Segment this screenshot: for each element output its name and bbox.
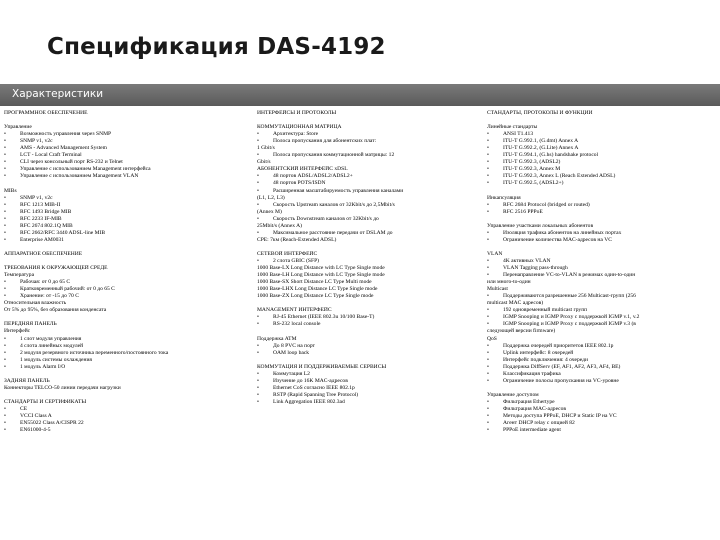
spec-line: Gbit/s bbox=[257, 159, 271, 166]
bullet-item: • 4K активных VLAN bbox=[487, 258, 717, 265]
spec-line: 25Mbit/s (Annex A) bbox=[257, 222, 302, 229]
bullet-item: • 4 слота линейных модулей bbox=[4, 343, 274, 350]
bullet-item: • ITU-T G.994.1, (G.hs) handshake protocol bbox=[487, 152, 717, 159]
bullet-item: • Классификация трафика bbox=[487, 371, 717, 378]
bullet-item: • SNMP v1, v2c bbox=[4, 195, 274, 202]
spacer bbox=[4, 180, 274, 187]
section-header-bar bbox=[0, 84, 720, 106]
bullet-item: • Управление с использованием Management интерфейса bbox=[4, 166, 274, 173]
bullet-item: • SNMP v1, v2c bbox=[4, 138, 274, 145]
bullet-item: • EN61000-4-5 bbox=[4, 427, 274, 434]
spec-line: ИНТЕРФЕЙСЫ И ПРОТОКОЛЫ bbox=[257, 110, 337, 116]
spec-line: VLAN bbox=[487, 250, 503, 257]
bullet-item: • ITU-T G.992.1, (G.dmt) Annex A bbox=[487, 138, 717, 145]
bullet-item: • Возможность управления через SNMP bbox=[4, 131, 274, 138]
bullet-item: • Ограничение количества MAC-адресов на VC bbox=[487, 237, 717, 244]
bullet-item: • VCCI Class A bbox=[4, 413, 274, 420]
bullet-item: • Изоляция трафика абонентов на линейных портах bbox=[487, 230, 717, 237]
bullet-item: • RFC 1493 Bridge MIB bbox=[4, 209, 274, 216]
bullet-item: • LCT - Local Craft Terminal bbox=[4, 152, 274, 159]
spec-line: ПЕРЕДНЯЯ ПАНЕЛЬ bbox=[4, 321, 57, 328]
bullet-item: • Управление с использованием Management VLAN bbox=[4, 173, 274, 180]
spec-line: 1000 Base-LHX Long Distance LC Type Single mode bbox=[257, 286, 378, 293]
bullet-item: • Ethernet CoS согласно IEEE 802.1p bbox=[257, 385, 489, 392]
spec-line: QoS bbox=[487, 335, 497, 342]
spec-line: СТАНДАРТЫ, ПРОТОКОЛЫ И ФУНКЦИИ bbox=[487, 110, 593, 116]
spacer bbox=[4, 244, 274, 251]
bullet-item: • Ограничение полосы пропускания на VC-уровне bbox=[487, 378, 717, 385]
spec-line: КОММУТАЦИЯ И ПОДДЕРЖИВАЕМЫЕ СЕРВИСЫ bbox=[257, 363, 387, 370]
spec-line: Интерфейс bbox=[4, 328, 31, 335]
bullet-item: • ITU-T G.992.2, (G.Lite) Annex A bbox=[487, 145, 717, 152]
spec-line: 1000 Base-LH Long Distance with LC Type Single mode bbox=[257, 272, 385, 279]
spec-line: ТРЕБОВАНИЯ К ОКРУЖАЮЩЕЙ СРЕДЕ bbox=[4, 265, 108, 272]
bullet-item: • Коммутация L2 bbox=[257, 371, 489, 378]
bullet-item: • RFC 2684 Protocol (bridged or routed) bbox=[487, 202, 717, 209]
bullet-item: • AMS - Advanced Management System bbox=[4, 145, 274, 152]
page-title: Спецификация DAS-4192 bbox=[47, 34, 386, 60]
spacer bbox=[487, 385, 717, 392]
bullet-item: • Хранение: от -15 до 70 С bbox=[4, 293, 274, 300]
bullet-item: • RSTP (Rapid Spanning Tree Protocol) bbox=[257, 392, 489, 399]
bullet-item: • RFC 1213 MIB-II bbox=[4, 202, 274, 209]
bullet-item: • Enterprise AM0031 bbox=[4, 237, 274, 244]
bullet-item: • 1 модуль системы охлаждения bbox=[4, 357, 274, 364]
spacer bbox=[257, 117, 489, 124]
spec-line: Относительная влажность bbox=[4, 300, 67, 307]
bullet-item: • Перенаправление VC-to-VLAN в режимах один-to-один bbox=[487, 272, 717, 279]
spec-line: ПРОГРАММНОЕ ОБЕСПЕЧЕНИЕ bbox=[4, 110, 88, 116]
spec-line: CPE: 7км (Reach-Extended ADSL) bbox=[257, 236, 337, 243]
bullet-item: • Рабочая: от 0 до 65 С bbox=[4, 279, 274, 286]
spec-line: следующей версии firmware) bbox=[487, 328, 556, 335]
spec-line: АППАРАТНОЕ ОБЕСПЕЧЕНИЕ bbox=[4, 250, 83, 257]
bullet-item: • До 8 PVC на порт bbox=[257, 343, 489, 350]
bullet-item: • ITU-T G.992.3, Annex L (Reach Extended ADSL) bbox=[487, 173, 717, 180]
spacer bbox=[4, 371, 274, 378]
bullet-item: • 48 портов POTS/ISDN bbox=[257, 180, 489, 187]
bullet-item: • ANSI T1.413 bbox=[487, 131, 717, 138]
bullet-item: • EN55022 Class A/CISPR 22 bbox=[4, 420, 274, 427]
bullet-item: • ITU-T G.992.5, (ADSL2+) bbox=[487, 180, 717, 187]
spec-line: Multicast bbox=[487, 286, 508, 293]
bullet-item: • RFC 2674 802.1Q MIB bbox=[4, 223, 274, 230]
bullet-item: • RS-232 local console bbox=[257, 321, 489, 328]
spec-line: Коннекторы TELCO-50 линии передачи нагрузки bbox=[4, 384, 121, 391]
bullet-item: • Методы доступа PPPoE, DHCP и Static IP на VC bbox=[487, 413, 717, 420]
bullet-item: • Агент DHCP relay с опцией 82 bbox=[487, 420, 717, 427]
bullet-item: • VLAN Tagging pass-through bbox=[487, 265, 717, 272]
spec-line: ЗАДНЯЯ ПАНЕЛЬ bbox=[4, 377, 50, 384]
spec-line: 1000 Base-ZX Long Distance LC Type Single mode bbox=[257, 293, 374, 300]
bullet-item: • Поддерживаются разрешенные 256 Multicast-групп (256 bbox=[487, 293, 717, 300]
spec-column-standards-functions bbox=[487, 110, 717, 434]
bullet-item: • Расширенная масштабируемость управления каналами bbox=[257, 188, 489, 195]
spec-line: Температура bbox=[4, 272, 35, 279]
spec-line: СЕТЕВОЙ ИНТЕРФЕЙС bbox=[257, 250, 318, 257]
spec-line: 1000 Base-LX Long Distance with LC Type Single mode bbox=[257, 265, 385, 272]
spec-line: или много-to-один bbox=[487, 279, 531, 286]
bullet-item: • Поддержка DiffServ (EF, AF1, AF2, AF3, AF4, BE) bbox=[487, 364, 717, 371]
bullet-item: • 2 слота GBIC (SFP) bbox=[257, 258, 489, 265]
bullet-item: • OAM loop back bbox=[257, 350, 489, 357]
bullet-item: • 48 портов ADSL/ADSL2/ADSL2+ bbox=[257, 173, 489, 180]
bullet-item: • Полоса пропускания для абонентских плат: bbox=[257, 138, 489, 145]
bullet-item: • RFC 2662/RFC 3440 ADSL-line MIB bbox=[4, 230, 274, 237]
bullet-item: • CLI через консольный порт RS-232 и Telnet bbox=[4, 159, 274, 166]
spec-line: Управление доступом bbox=[487, 391, 539, 398]
spacer bbox=[487, 117, 717, 124]
spec-line: 1 Gbit/s bbox=[257, 145, 275, 152]
spacer bbox=[4, 392, 274, 399]
spec-column-software-hardware bbox=[4, 110, 274, 434]
spec-line: Управление bbox=[4, 124, 32, 131]
spacer bbox=[257, 300, 489, 307]
bullet-item: • 1 слот модуля управления bbox=[4, 336, 274, 343]
section-header-label: Характеристики bbox=[12, 88, 104, 100]
bullet-item: • Поддержка очередей приоритетов IEEE 802.1p bbox=[487, 343, 717, 350]
spec-line: MIBs bbox=[4, 187, 17, 194]
bullet-item: • Uplink интерфейс: 8 очередей bbox=[487, 350, 717, 357]
bullet-item: • ITU-T G.992.3, (ADSL2) bbox=[487, 159, 717, 166]
bullet-item: • Полоса пропускания коммутационной матрицы: 12 bbox=[257, 152, 489, 159]
spacer bbox=[487, 188, 717, 195]
bullet-item: • Скорость Downstream каналов от 32Kbit/s до bbox=[257, 216, 489, 223]
bullet-item: • Архитектура: Store bbox=[257, 131, 489, 138]
spacer bbox=[257, 328, 489, 335]
bullet-item: • Фильтрация MAC-адресов bbox=[487, 406, 717, 413]
bullet-item: • IGMP Snooping и IGMP Proxy с поддержкой IGMP v.3 (в bbox=[487, 321, 717, 328]
spec-line: Поддержка ATM bbox=[257, 335, 297, 342]
spacer bbox=[257, 357, 489, 364]
spacer bbox=[4, 117, 274, 124]
spacer bbox=[487, 244, 717, 251]
spacer bbox=[257, 244, 489, 251]
bullet-item: • Кратковременный рабочий: от 0 до 65 С bbox=[4, 286, 274, 293]
bullet-item: • CE bbox=[4, 406, 274, 413]
spacer bbox=[4, 258, 274, 265]
bullet-item: • RFC 2233 IF-MIB bbox=[4, 216, 274, 223]
spec-line: СТАНДАРТЫ И СЕРТИФИКАТЫ bbox=[4, 398, 87, 405]
bullet-item: • RFC 2516 PPPoE bbox=[487, 209, 717, 216]
spacer bbox=[4, 314, 274, 321]
spec-line: От 5% до 95%, без образования конденсата bbox=[4, 307, 107, 314]
bullet-item: • 1 модуль Alarm I/O bbox=[4, 364, 274, 371]
bullet-item: • RJ-45 Ethernet (IEEE 802.3u 10/100 Base-T) bbox=[257, 314, 489, 321]
spec-line: multicast MAC адресов) bbox=[487, 300, 544, 307]
bullet-item: • Изучение до 16K MAC-адресов bbox=[257, 378, 489, 385]
spec-line: Линейные стандарты bbox=[487, 124, 538, 131]
spec-line: Управление участками локальных абонентов bbox=[487, 222, 594, 229]
bullet-item: • 192 одновременный multicast групп bbox=[487, 307, 717, 314]
bullet-item: • 2 модуля резервного источника переменного/постоянного тока bbox=[4, 350, 274, 357]
bullet-item: • Link Aggregation IEEE 802.3ad bbox=[257, 399, 489, 406]
spec-line: АБОНЕНТСКИЙ ИНТЕРФЕЙС xDSL bbox=[257, 166, 348, 173]
bullet-item: • Максимальное расстояние передачи от DSLAM до bbox=[257, 230, 489, 237]
bullet-item: • PPPoE intermediate agent bbox=[487, 427, 717, 434]
spec-line: (Annex M) bbox=[257, 208, 282, 215]
bullet-item: • IGMP Snooping и IGMP Proxy с поддержкой IGMP v.1, v.2 bbox=[487, 314, 717, 321]
spacer bbox=[487, 216, 717, 223]
bullet-item: • Скорость Upstream каналов от 32Kbit/s до 2,5Mbit/s bbox=[257, 202, 489, 209]
bullet-item: • ITU-T G.992.3, Annex M bbox=[487, 166, 717, 173]
spec-line: КОММУТАЦИОННАЯ МАТРИЦА bbox=[257, 124, 342, 131]
bullet-item: • Фильтрация Ethertype bbox=[487, 399, 717, 406]
spec-column-interfaces-protocols bbox=[257, 110, 489, 406]
spec-line: (L1, L2, L3) bbox=[257, 194, 285, 201]
spec-line: Инкапсуляция bbox=[487, 194, 521, 201]
spec-line: 1000 Base-SX Short Distance LC Type Multi mode bbox=[257, 279, 372, 286]
spec-line: MANAGEMENT ИНТЕРФЕЙС bbox=[257, 307, 332, 314]
bullet-item: • Интерфейс подключения: 4 очереди bbox=[487, 357, 717, 364]
